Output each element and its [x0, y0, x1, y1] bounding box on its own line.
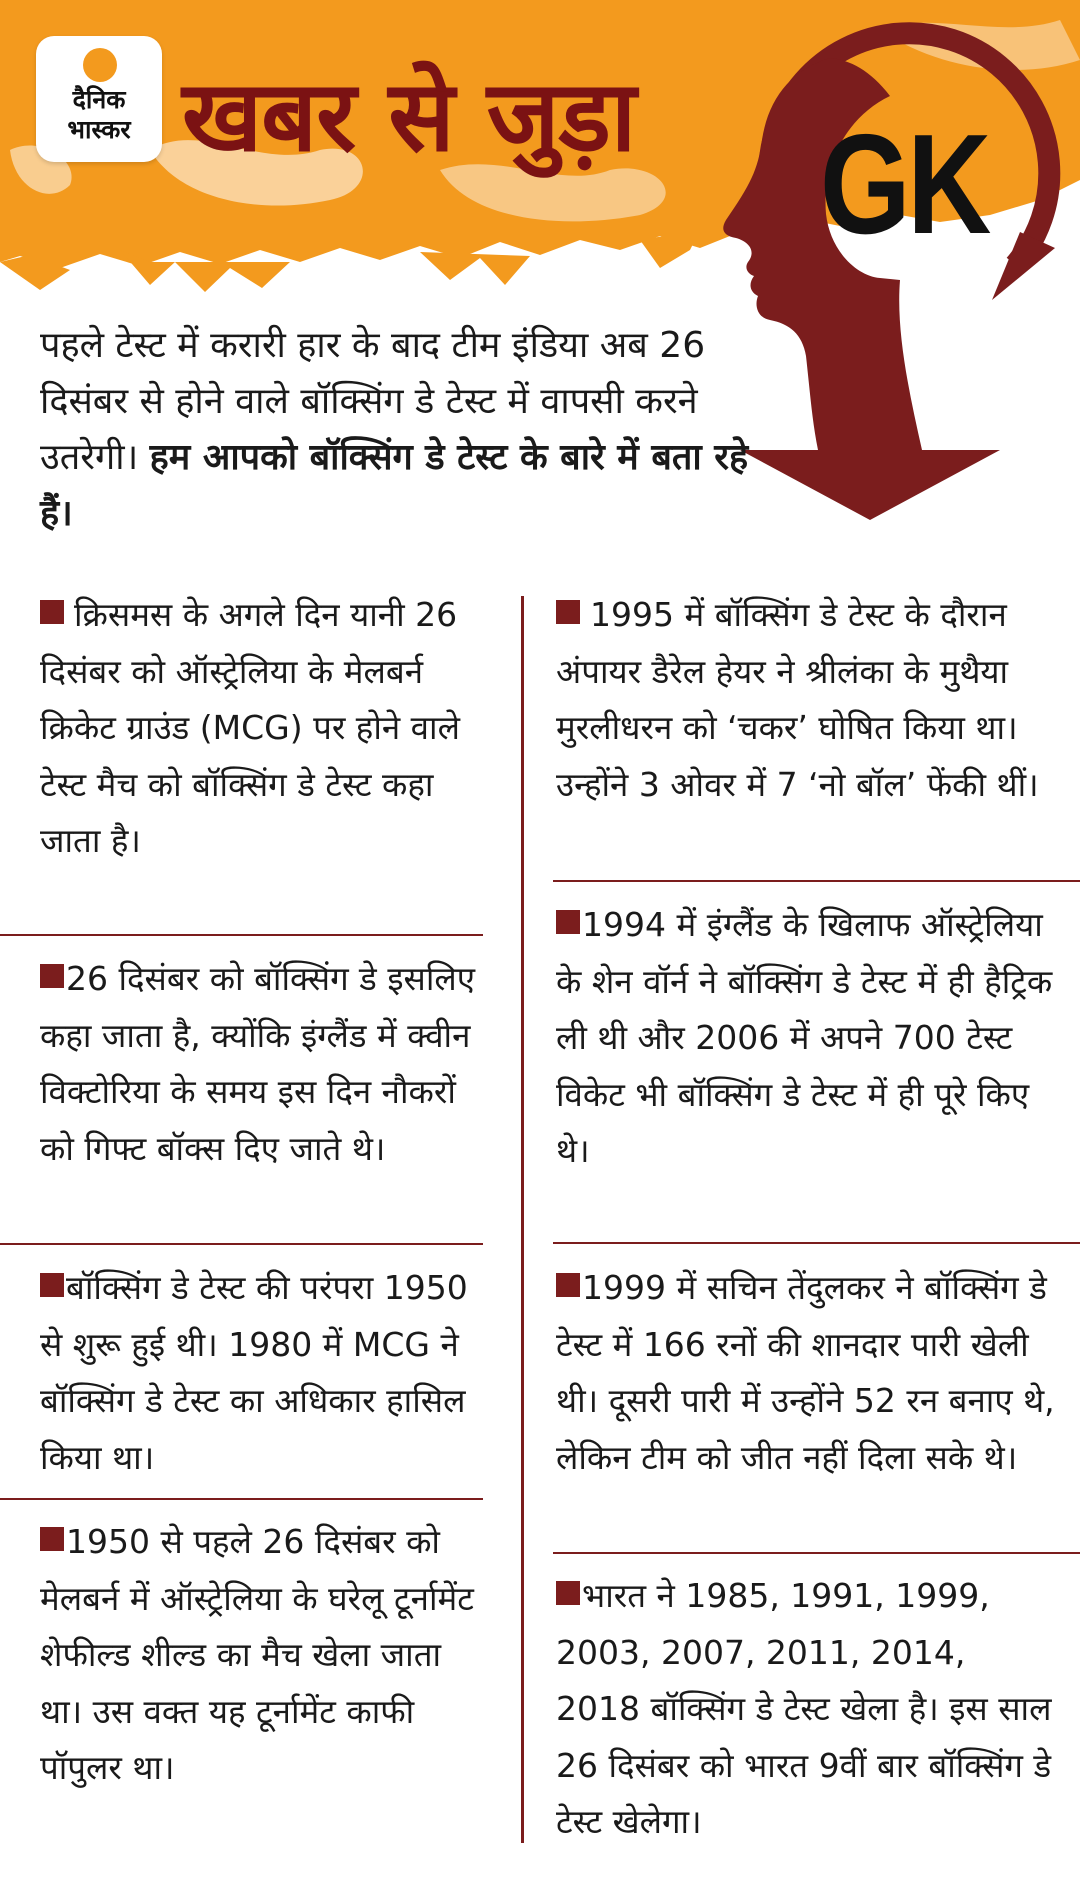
bullet-square-icon: [556, 910, 580, 934]
dainik-bhaskar-logo: [36, 36, 162, 162]
sun-icon: [83, 48, 117, 82]
bullet-square-icon: [556, 1581, 580, 1605]
bullet-square-icon: [40, 600, 64, 624]
list-item: [556, 1568, 1056, 1851]
list-item: [40, 1260, 490, 1486]
list-item-text: 1999 में सचिन तेंदुलकर ने बॉक्सिंग डे टेस्ट में 166 रनों की शानदार पारी खेली थी। दूसरी पारी में उन्होंने 52 रन बनाए थे, लेकिन टीम को जीत नहीं दिला सके थे।: [556, 1268, 1055, 1477]
bullet-square-icon: [40, 1273, 64, 1297]
right-divider-1: [553, 880, 1080, 882]
list-item-text: भारत ने 1985, 1991, 1999, 2003, 2007, 2011, 2014, 2018 बॉक्सिंग डे टेस्ट खेला है। इस साल 26 दिसंबर को भारत 9वीं बार बॉक्सिंग डे टेस्ट खेलेगा।: [556, 1576, 1052, 1841]
list-item-text: 1950 से पहले 26 दिसंबर को मेलबर्न में ऑस्ट्रेलिया के घरेलू टूर्नामेंट शेफील्ड शील्ड का मैच खेला जाता था। उस वक्त यह टूर्नामेंट काफी पॉपुलर था।: [40, 1522, 474, 1787]
bullet-square-icon: [40, 964, 64, 988]
list-item-text: 1994 में इंग्लैंड के खिलाफ ऑस्ट्रेलिया के शेन वॉर्न ने बॉक्सिंग डे टेस्ट में ही हैट्रिक ली थी और 2006 में अपने 700 टेस्ट विकेट भी बॉक्सिंग डे टेस्ट में ही पूरे किए थे।: [556, 905, 1053, 1170]
list-item-text: क्रिसमस के अगले दिन यानी 26 दिसंबर को ऑस्ट्रेलिया के मेलबर्न क्रिकेट ग्राउंड (MCG) पर होने वाले टेस्ट मैच को बॉक्सिंग डे टेस्ट कहा जाता है।: [40, 595, 460, 860]
list-item-text: 1995 में बॉक्सिंग डे टेस्ट के दौरान अंपायर डैरेल हेयर ने श्रीलंका के मुथैया मुरलीधरन को ‘चकर’ घोषित किया था। उन्होंने 3 ओवर में 7 ‘नो बॉल’ फेंकी थीं।: [556, 595, 1039, 804]
list-item: [40, 1514, 490, 1797]
bullet-square-icon: [556, 600, 580, 624]
intro-paragraph: [40, 318, 760, 542]
right-divider-3: [553, 1552, 1080, 1554]
left-divider-2: [0, 1243, 483, 1245]
right-divider-2: [553, 1242, 1080, 1244]
list-item-text: बॉक्सिंग डे टेस्ट की परंपरा 1950 से शुरू हुई थी। 1980 में MCG ने बॉक्सिंग डे टेस्ट का अधिकार हासिल किया था।: [40, 1268, 468, 1477]
logo-text-line1: दैनिक: [72, 85, 126, 114]
list-item: [40, 951, 490, 1177]
left-divider-1: [0, 934, 483, 936]
list-item: [40, 587, 495, 870]
left-divider-3: [0, 1498, 483, 1500]
intro-text: पहले टेस्ट में करारी हार के बाद टीम इंडिया अब 26 दिसंबर से होने वाले बॉक्सिंग डे टेस्ट में वापसी करने उतरेगी।: [40, 325, 706, 478]
list-item: [556, 587, 1056, 813]
list-item-text: 26 दिसंबर को बॉक्सिंग डे इसलिए कहा जाता है, क्योंकि इंग्लैंड में क्वीन विक्टोरिया के समय इस दिन नौकरों को गिफ्ट बॉक्स दिए जाते थे।: [40, 959, 475, 1168]
list-item: [556, 897, 1056, 1180]
page-title: खबर से जुड़ा: [182, 60, 636, 174]
bullet-square-icon: [556, 1273, 580, 1297]
column-divider: [521, 596, 524, 1843]
bullet-square-icon: [40, 1527, 64, 1551]
gk-badge: GK: [820, 105, 989, 264]
intro-bold-text: हम आपको बॉक्सिंग डे टेस्ट के बारे में बता रहे हैं।: [40, 437, 749, 534]
logo-text-line2: भास्कर: [67, 115, 131, 144]
list-item: [556, 1260, 1056, 1486]
